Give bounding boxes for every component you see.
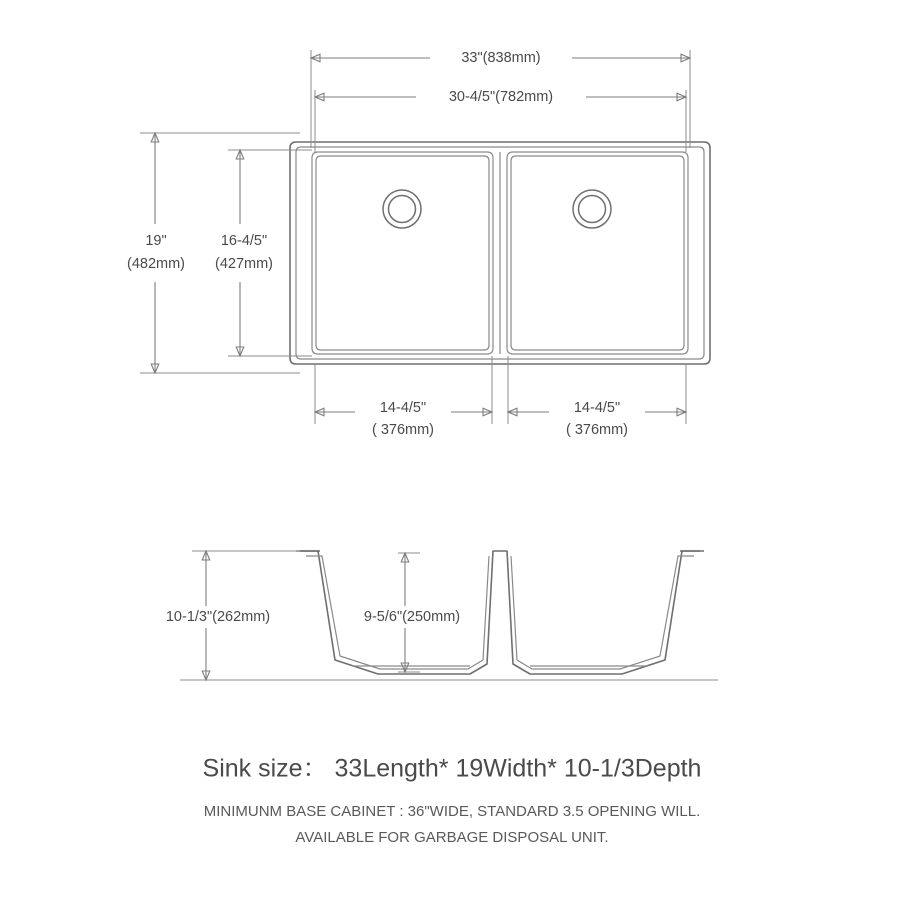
dim-left-bowl-width [315,398,492,440]
dim-bowl-depth [336,553,484,672]
dim-right-bowl-label-1: 14-4/5" [573,399,621,416]
caption-sink-size: Sink size： 33Length* 19Width* 10-1/3Depth [202,754,702,783]
right-drain-icon [573,190,611,228]
caption-note-line-2: AVAILABLE FOR GARBAGE DISPOSAL UNIT. [295,828,609,846]
dim-inner-width-label: 30-4/5"(782mm) [448,88,554,105]
dim-overall-depth-label-2: (482mm) [126,255,186,272]
dim-side-overall-depth-label: 10-1/3"(262mm) [165,608,271,625]
dim-bowl-depth-label: 9-5/6"(250mm) [363,608,461,625]
left-drain-icon [383,190,421,228]
dim-left-bowl-label-1: 14-4/5" [379,399,427,416]
dim-right-bowl-label-2: ( 376mm) [565,421,629,438]
dim-inner-depth-label-2: (427mm) [214,255,274,272]
dim-side-overall-depth [142,551,294,680]
dim-overall-width-label: 33"(838mm) [461,49,541,66]
top-view-sink-outline [290,142,710,364]
dim-inner-depth-label-1: 16-4/5" [220,232,268,249]
dim-overall-width [311,48,690,68]
dim-inner-width [315,87,686,107]
dim-left-bowl-label-2: ( 376mm) [371,421,435,438]
dim-inner-depth [202,150,286,356]
dim-overall-depth-label-1: 19" [145,232,167,249]
dim-overall-depth [118,133,194,373]
caption-note-line-1: MINIMUNM BASE CABINET : 36"WIDE, STANDARD 3.5 OPENING WILL. [203,802,701,820]
dim-right-bowl-width [508,398,686,440]
